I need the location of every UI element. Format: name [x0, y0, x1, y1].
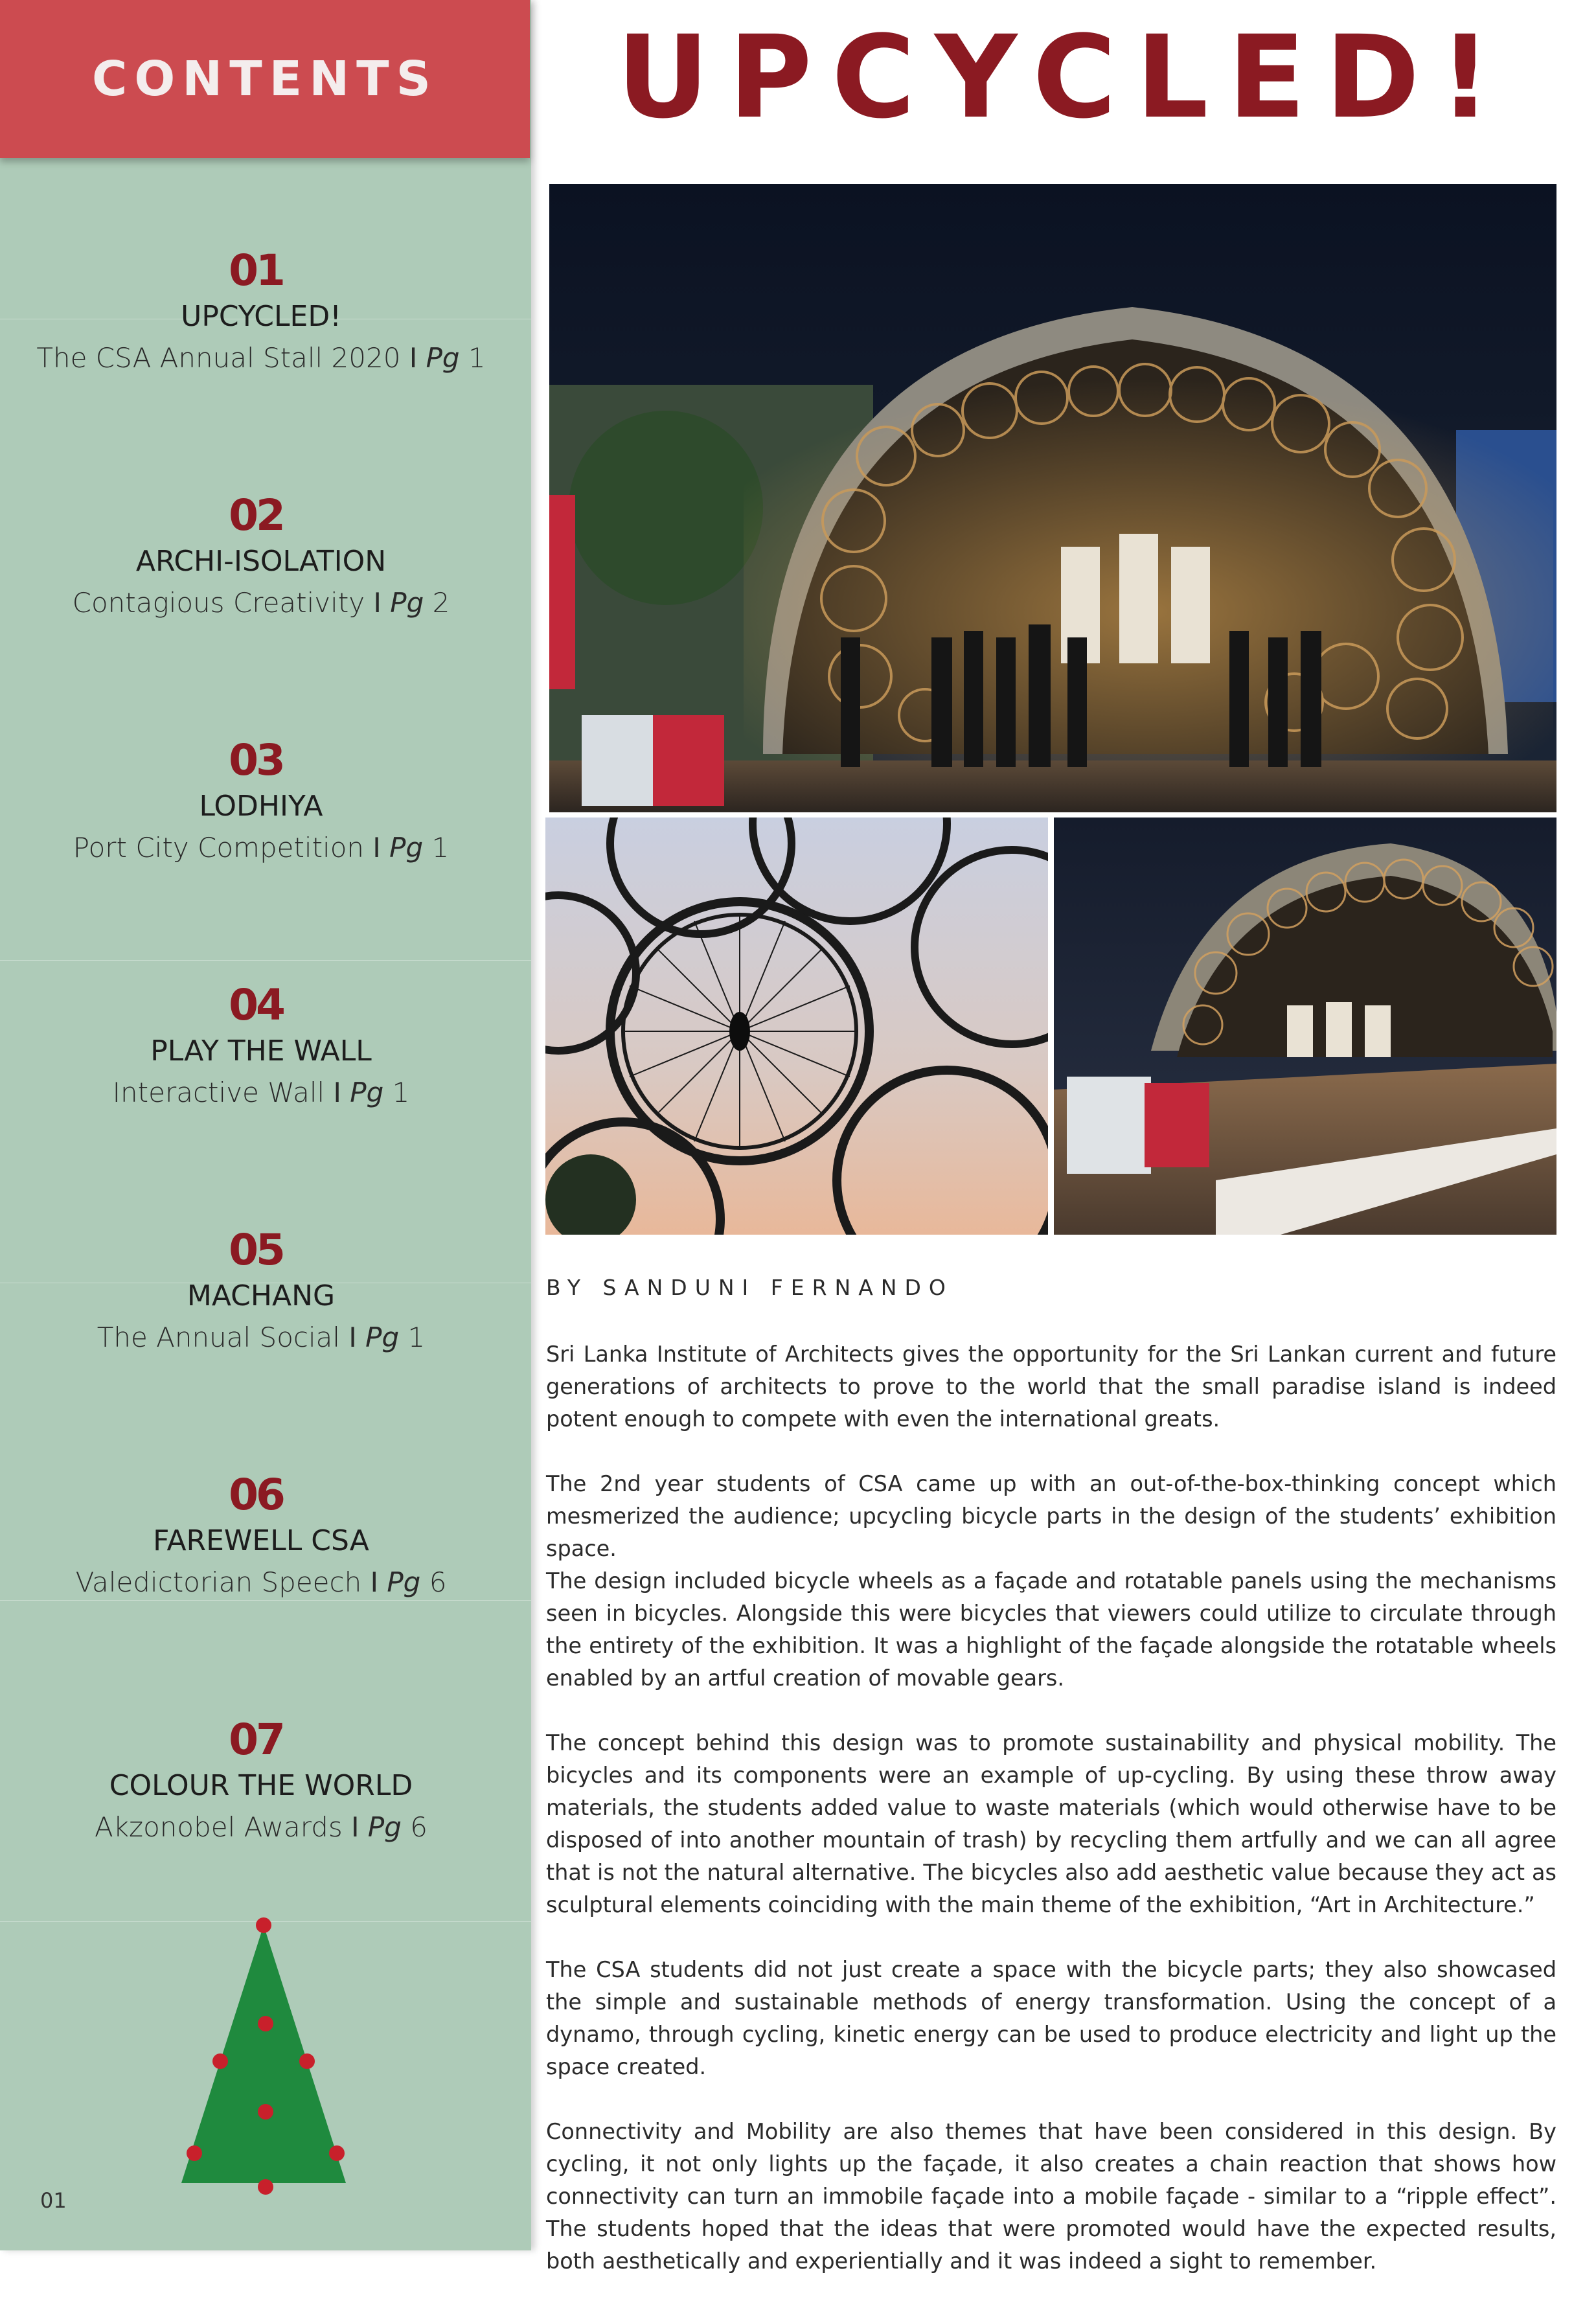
toc-title: FAREWELL CSA: [153, 1524, 369, 1557]
toc-subtitle: Akzonobel Awards I Pg 6: [94, 1811, 428, 1843]
toc-subtitle: The CSA Annual Stall 2020 I Pg 1: [36, 342, 486, 374]
article-paragraph: Sri Lanka Institute of Architects gives the opportunity for the Sri Lankan current and future generations of architects to prove to the world that the small paradise island is indeed potent enough to compete with even the international greats.: [546, 1342, 1556, 1432]
article-paragraph: Connectivity and Mobility are also themes that have been considered in this design. By cycling, it not only lights up the façade, it also creates a chain reaction that shows how connectivity can turn an immobile façade into a mobile façade - similar to a “ripple effect”. The students hoped that the ideas that were promoted would have the expected results, both aesthetically and experientially and it was indeed a sight to remember.: [546, 2119, 1556, 2274]
toc-subtitle: The Annual Social I Pg 1: [97, 1321, 426, 1353]
toc-subtitle: Port City Competition I Pg 1: [73, 832, 450, 863]
toc-number: 03: [229, 735, 283, 785]
toc-number: 06: [229, 1470, 283, 1520]
contents-sidebar: [0, 0, 531, 2250]
article-title: UPCYCLED!: [616, 11, 1511, 144]
article-paragraph: The CSA students did not just create a space with the bicycle parts; they also showcased the simple and sustainable methods of energy transformation. Using the concept of a dynamo, through cycling, kinetic energy can be used to produce electricity and light up the space created.: [546, 1957, 1556, 2079]
toc-number: 07: [229, 1715, 283, 1765]
article-paragraph: The concept behind this design was to promote sustainability and physical mobility. The bicycles and its components were an example of up-cycling. By using these throw away materials, the students added value to waste materials (which would otherwise have to be disposed of into another mountain of trash) by recycling them artfully and we can all agree that is not the natural alternative. The bicycles also add aesthetic value because they act as sculptural elements coinciding with the main theme of the exhibition, “Art in Architecture.”: [546, 1730, 1556, 1917]
toc-subtitle: Valedictorian Speech I Pg 6: [75, 1566, 447, 1598]
article-paragraph: The design included bicycle wheels as a façade and rotatable panels using the mechanisms seen in bicycles. Alongside this were bicycles that viewers could utilize to circulate through the entirety of the exhibition. It was a highlight of the façade alongside the rotatable wheels enabled by an artful creation of movable gears.: [546, 1568, 1556, 1691]
toc-number: 04: [229, 980, 283, 1030]
toc-number: 01: [229, 246, 283, 295]
bicycle-wheels-sky-photo: [545, 818, 1048, 1235]
christmas-tree-icon: [176, 1911, 351, 2196]
toc-title: UPCYCLED!: [181, 300, 341, 333]
toc-item-07[interactable]: [0, 1714, 531, 1849]
article-paragraph: The 2nd year students of CSA came up with an out-of-the-box-thinking concept which mesmerized the audience; upcycling bicycle parts in the design of the students’ exhibition space.: [546, 1471, 1556, 1561]
contents-heading: CONTENTS: [92, 51, 438, 107]
toc-title: ARCHI-ISOLATION: [135, 545, 387, 578]
stall-night-angle-photo: [1054, 818, 1556, 1235]
toc-item-06[interactable]: [0, 1469, 531, 1604]
toc-item-04[interactable]: [0, 979, 531, 1114]
toc-item-01[interactable]: [0, 245, 531, 380]
toc-item-02[interactable]: [0, 490, 531, 624]
page-number: 01: [40, 2188, 67, 2213]
toc-subtitle: Contagious Creativity I Pg 2: [72, 587, 450, 619]
toc-title: MACHANG: [187, 1279, 336, 1312]
toc-subtitle: Interactive Wall I Pg 1: [112, 1077, 410, 1108]
toc-item-05[interactable]: [0, 1224, 531, 1359]
article-body: [546, 1338, 1556, 2310]
byline: BY SANDUNI FERNANDO: [546, 1275, 953, 1300]
contents-header: [0, 0, 530, 158]
stall-night-wide-photo: [549, 184, 1556, 812]
toc-item-03[interactable]: [0, 735, 531, 869]
toc-title: LODHIYA: [199, 790, 323, 823]
toc-title: PLAY THE WALL: [150, 1035, 372, 1068]
toc-number: 05: [229, 1225, 283, 1275]
toc-title: COLOUR THE WORLD: [109, 1769, 413, 1802]
toc-number: 02: [229, 490, 283, 540]
